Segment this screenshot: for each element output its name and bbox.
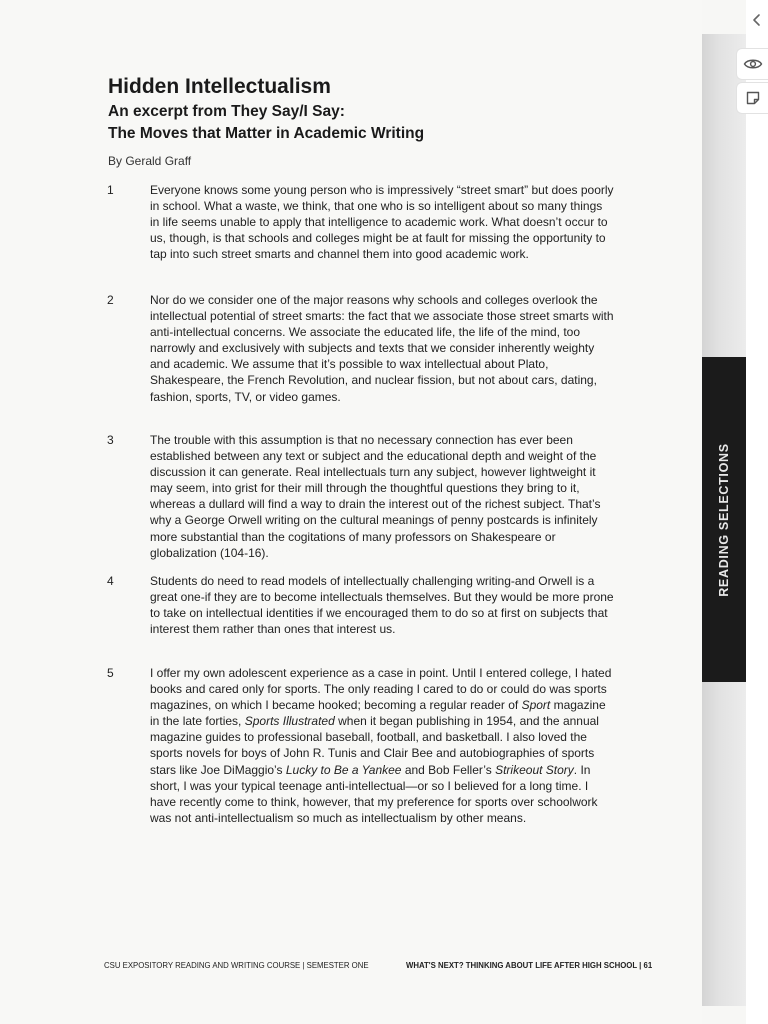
- collapse-panel-button[interactable]: [746, 6, 768, 34]
- note-icon: [745, 90, 761, 106]
- subtitle-line-2: The Moves that Matter in Academic Writing: [108, 125, 425, 142]
- paragraph-2: [107, 292, 627, 405]
- paragraph-3: [107, 432, 627, 561]
- footer-chapter-page: WHAT'S NEXT? THINKING ABOUT LIFE AFTER HIGH SCHOOL | 61: [406, 961, 653, 970]
- book-title: Lucky to Be a Yankee: [285, 762, 402, 777]
- paragraph-text: Everyone knows some young person who is impressively “street smart” but does poorly in school. What a waste, we think, that one who is so intelligent about so many things in life seems unable to apply that intelligence to academic work. What doesn’t occur to us, though, is that schools and colleges might be at fault for missing the opportunity to tap into such street smarts and channel them into good academic work.: [150, 183, 614, 262]
- paragraph-number: 4: [107, 574, 114, 588]
- paragraph-text-segment: I offer my own adolescent experience as a case in point. Until I entered college, I hated books and cared only for sports. The only reading I cared to do or could do was sports magazines, on which I became hooked; becoming a regular reader of: [150, 666, 612, 713]
- paragraph-number: 2: [107, 293, 114, 307]
- paragraph-1: [107, 182, 627, 262]
- paragraph-text: Nor do we consider one of the major reasons why schools and colleges overlook the intellectual potential of street smarts: the fact that we associate those street smarts with anti-intellectual concerns. We associate the educated life, the life of the mind, too narrowly and exclusively with subjects and texts that we consider inherently weighty and academic. We assume that it’s possible to wax intellectual about Plato, Shakespeare, the French Revolution, and nuclear fission, but not about cars, dating, fashion, sports, TV, or video games.: [150, 293, 614, 404]
- paragraph-text-segment: magazine in the late forties,: [150, 698, 606, 729]
- author-byline: By Gerald Graff: [108, 154, 192, 168]
- magazine-title: Sport: [521, 698, 551, 713]
- paragraph-text-segment: and Bob Feller’s: [401, 762, 496, 777]
- page-title: Hidden Intellectualism: [108, 75, 331, 98]
- add-note-button[interactable]: [736, 82, 768, 114]
- paragraph-text-segment: when it began publishing in 1954, and the annual magazine guides to professional baseball, football, and basketball. I also loved the sports novels for boys of John R. Tunis and Clair Bee and autobiographies of sports stars like Joe DiMaggio’s: [150, 714, 599, 777]
- paragraph-text: [150, 665, 614, 826]
- magazine-title: Sports Illustrated: [244, 714, 335, 729]
- paragraph-number: 3: [107, 433, 114, 447]
- paragraph-5: [107, 665, 627, 826]
- book-title: Strikeout Story: [495, 762, 574, 777]
- paragraph-text-segment: . In short, I was your typical teenage anti-intellectual—or so I believed for a long time. I have recently come to think, however, that my preference for sports over schoolwork was not anti-intellectualism so much as intellectualism by other means.: [150, 762, 598, 825]
- footer-course-label: CSU EXPOSITORY READING AND WRITING COURSE | SEMESTER ONE: [104, 961, 369, 970]
- viewer-side-rail: [746, 0, 768, 1024]
- section-tab-label: READING SELECTIONS: [717, 443, 731, 597]
- paragraph-number: 1: [107, 183, 114, 197]
- eye-icon: [743, 57, 763, 71]
- paragraph-number: 5: [107, 666, 114, 680]
- paragraph-text: Students do need to read models of intellectually challenging writing-and Orwell is a great one-if they are to become intellectuals themselves. But they would be more prone to take on intellectual identities if we encouraged them to do so at first on subjects that interest them rather than ones that interest us.: [150, 574, 614, 637]
- view-toggle-button[interactable]: [736, 48, 768, 80]
- subtitle-line-1: An excerpt from They Say/I Say:: [108, 103, 345, 120]
- chevron-left-icon: [752, 13, 762, 27]
- paragraph-text: The trouble with this assumption is that no necessary connection has ever been established between any text or subject and the educational depth and weight of the discussion it can generate. Real intellectuals turn any subject, however lightweight it may seem, into grist for their mill through the thoughtful questions they bring to it, whereas a dullard will find a way to drain the interest out of the richest subject. That’s why a George Orwell writing on the cultural meanings of penny postcards is infinitely more substantial than the cogitations of many professors on Shakespeare or globalization (104-16).: [150, 433, 601, 560]
- paragraph-4: [107, 573, 627, 637]
